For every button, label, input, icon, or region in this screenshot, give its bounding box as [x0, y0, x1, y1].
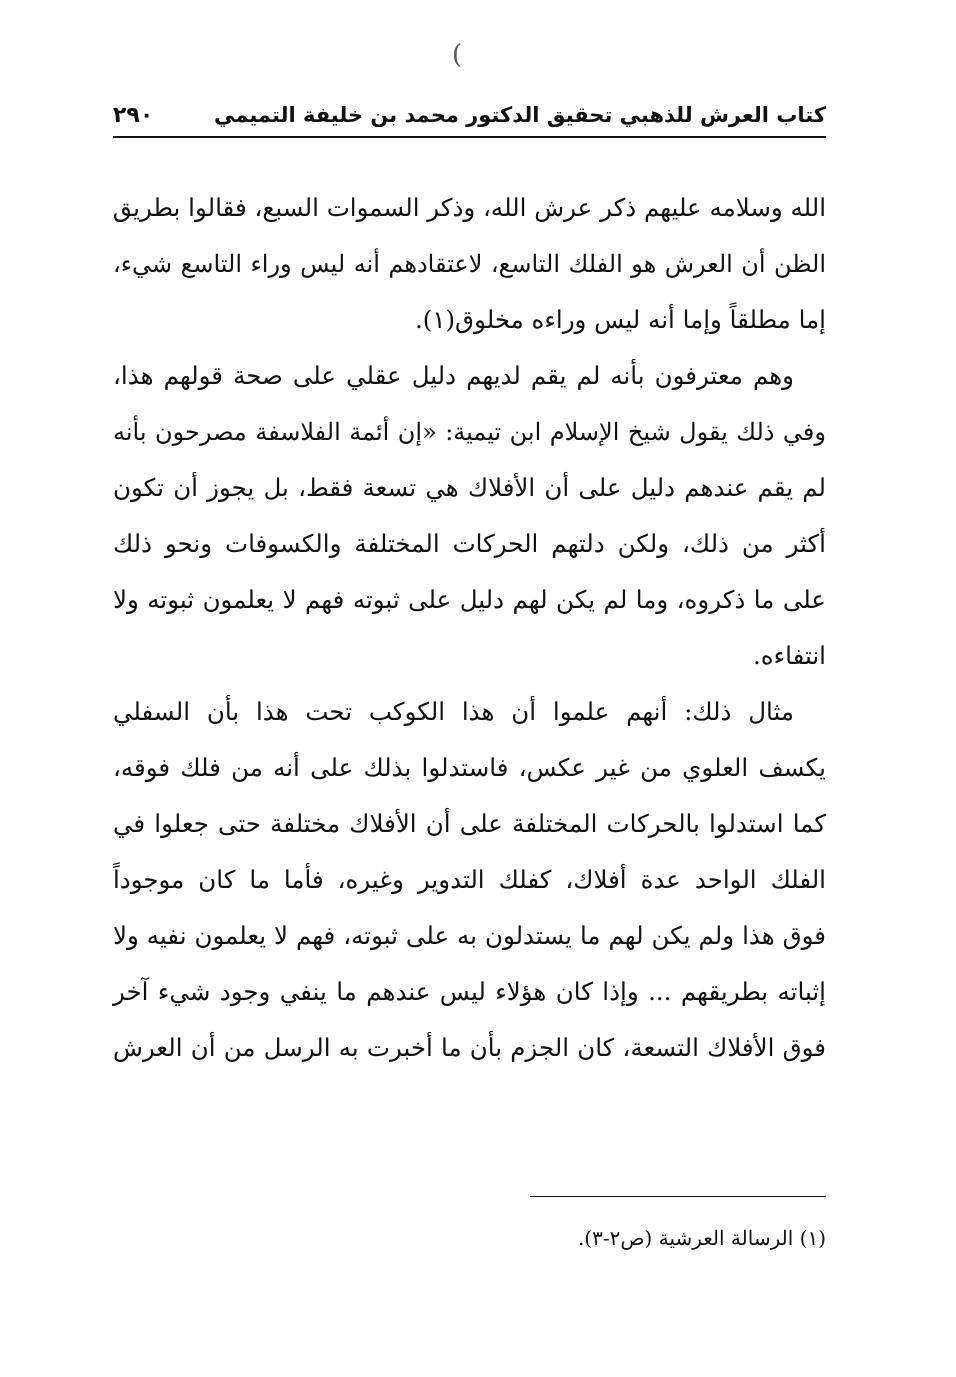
text-line: وفي ذلك يقول شيخ الإسلام ابن تيمية: «إن أئمة الفلاسفة مصرحون بأنه — [113, 418, 826, 446]
text-line: فوق الأفلاك التسعة، كان الجزم بأن ما أخبرت به الرسل من أن العرش — [113, 1033, 826, 1062]
text-line: أكثر من ذلك، ولكن دلتهم الحركات المختلفة والكسوفات ونحو ذلك — [113, 529, 826, 558]
text-line: لم يقم عندهم دليل على أن الأفلاك هي تسعة فقط، بل يجوز أن تكون — [113, 473, 826, 502]
text-line: يكسف العلوي من غير عكس، فاستدلوا بذلك على أنه من فلك فوقه، — [113, 753, 826, 782]
body-text — [113, 180, 826, 1076]
page-number: ٢٩٠ — [113, 102, 154, 128]
header-rule — [113, 136, 826, 138]
text-line: انتفاءه. — [752, 641, 826, 670]
text-line: فوق هذا ولم يكن لهم ما يستدلون به على ثبوته، فهم لا يعلمون نفيه ولا — [113, 921, 826, 950]
text-line: مثال ذلك: أنهم علموا أن هذا الكوكب تحت هذا بأن السفلي — [113, 697, 794, 726]
text-line: الله وسلامه عليهم ذكر عرش الله، وذكر السموات السبع، فقالوا بطريق — [112, 193, 826, 222]
text-line: الفلك الواحد عدة أفلاك، كفلك التدوير وغيره، فأما ما كان موجوداً — [113, 865, 826, 894]
footnote: (١) الرسالة العرشية (ص٢-٣). — [577, 1226, 826, 1250]
footnote-rule — [530, 1196, 826, 1197]
text-line: الظن أن العرش هو الفلك التاسع، لاعتقادهم أنه ليس وراء التاسع شيء، — [113, 250, 826, 278]
text-line: إما مطلقاً وإما أنه ليس وراءه مخلوق(١). — [414, 305, 826, 334]
text-line: كما استدلوا بالحركات المختلفة على أن الأفلاك مختلفة حتى جعلوا في — [113, 809, 826, 838]
top-mark: ( — [452, 40, 463, 70]
text-line: إثباته بطريقهم ... وإذا كان هؤلاء ليس عندهم ما ينفي وجود شيء آخر — [113, 977, 826, 1006]
text-line: وهم معترفون بأنه لم يقم لديهم دليل عقلي على صحة قولهم هذا، — [113, 361, 794, 390]
running-title: كتاب العرش للذهبي تحقيق الدكتور محمد بن خليفة التميمي — [214, 103, 826, 127]
page-header — [113, 96, 826, 134]
text-line: على ما ذكروه، وما لم يكن لهم دليل على ثبوته فهم لا يعلمون ثبوته ولا — [113, 585, 826, 614]
